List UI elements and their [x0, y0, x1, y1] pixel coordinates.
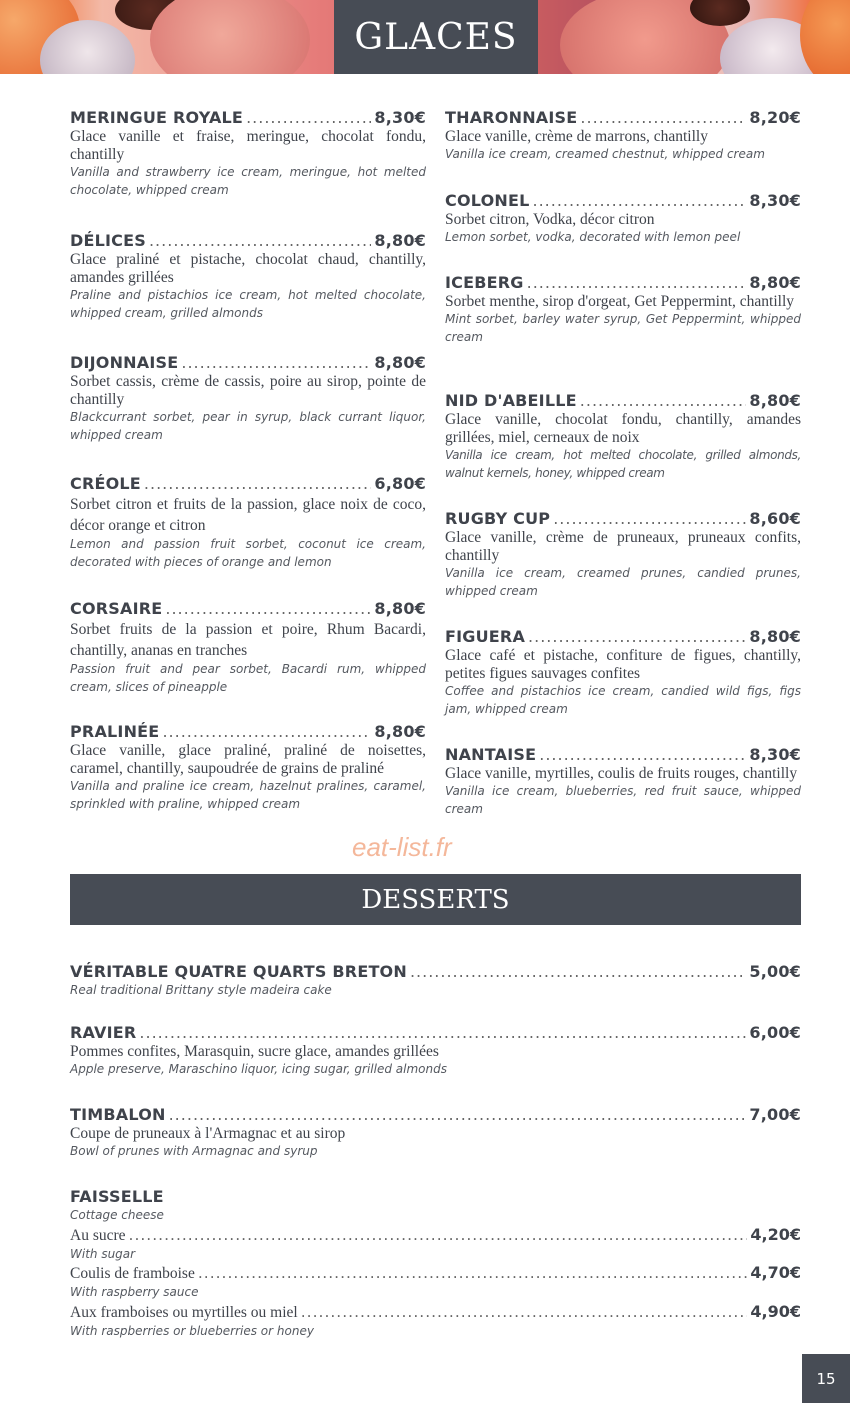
item-description-en: Lemon and passion fruit sorbet, coconut ice cream, decorated with pieces of orange and lemon — [70, 537, 426, 569]
item-price: 8,30€ — [374, 108, 426, 127]
item-name: DIJONNAISE — [70, 353, 179, 372]
menu-item — [445, 273, 801, 346]
item-description-fr: Sorbet citron et fruits de la passion, glace noix de coco, décor orange et citron — [70, 496, 426, 534]
item-description-en: Vanilla and praline ice cream, hazelnut pralines, caramel, sprinkled with praline, whipped cream — [70, 779, 426, 811]
item-name: FIGUERA — [445, 627, 526, 646]
item-price: 5,00€ — [749, 962, 801, 981]
dessert-item — [70, 1105, 801, 1161]
item-description-fr: Glace vanille, myrtilles, coulis de fruits rouges, chantilly — [445, 765, 798, 782]
item-price: 4,70€ — [750, 1263, 801, 1282]
page-number: 15 — [802, 1354, 850, 1403]
item-price: 8,80€ — [374, 599, 426, 618]
item-description-fr: Glace praliné et pistache, chocolat chaud, chantilly, amandes grillées — [70, 251, 426, 286]
option-name: Au sucre — [70, 1226, 126, 1244]
option-name: Coulis de framboise — [70, 1265, 195, 1282]
item-description-fr: Glace café et pistache, confiture de figues, chantilly, petites figues sauvages confites — [445, 647, 801, 682]
item-description-fr: Glace vanille et fraise, meringue, chocolat fondu, chantilly — [70, 128, 426, 163]
item-description-fr: Sorbet fruits de la passion et poire, Rhum Bacardi, chantilly, ananas en tranches — [70, 621, 426, 659]
item-name: FAISSELLE — [70, 1187, 164, 1206]
faisselle-option — [70, 1302, 801, 1323]
menu-item — [70, 108, 426, 199]
item-price: 4,20€ — [750, 1224, 801, 1244]
watermark: eat-list.fr — [352, 832, 452, 862]
menu-item — [70, 353, 426, 444]
faisselle-option — [70, 1263, 801, 1284]
item-name: CRÉOLE — [70, 474, 141, 493]
item-description-fr: Glace vanille, crème de pruneaux, pruneaux confits, chantilly — [445, 529, 801, 564]
item-description-en: Coffee and pistachios ice cream, candied wild figs, figs jam, whipped cream — [445, 684, 801, 716]
item-description-fr: Glace vanille, glace praliné, praliné de noisettes, caramel, chantilly, saupoudrée de grains de praliné — [70, 742, 426, 777]
item-price: 8,30€ — [749, 191, 801, 210]
item-description-en: Blackcurrant sorbet, pear in syrup, black currant liquor, whipped cream — [70, 410, 426, 442]
item-description-en: Vanilla ice cream, blueberries, red fruit sauce, whipped cream — [445, 784, 801, 816]
menu-item — [70, 722, 426, 813]
option-description-en: With raspberry sauce — [70, 1285, 199, 1299]
item-name: CORSAIRE — [70, 599, 163, 618]
menu-item — [70, 599, 426, 696]
item-name: VÉRITABLE QUATRE QUARTS BRETON — [70, 962, 407, 981]
item-name: DÉLICES — [70, 231, 146, 250]
item-description-fr: Glace vanille, crème de marrons, chantilly — [445, 128, 708, 145]
item-description-fr: Pommes confites, Marasquin, sucre glace, amandes grillées — [70, 1043, 439, 1060]
ice-cream-image — [800, 0, 850, 74]
item-description-en: Lemon sorbet, vodka, decorated with lemon peel — [445, 230, 741, 244]
page-title: GLACES — [334, 0, 538, 74]
item-description-en: Cottage cheese — [70, 1208, 164, 1222]
item-price: 8,80€ — [374, 722, 426, 741]
menu-item — [70, 231, 426, 322]
item-description-fr: Sorbet cassis, crème de cassis, poire au sirop, pointe de chantilly — [70, 373, 426, 408]
item-name: MERINGUE ROYALE — [70, 108, 244, 127]
item-price: 8,80€ — [749, 627, 801, 646]
item-name: ICEBERG — [445, 273, 524, 292]
header-banner — [0, 0, 850, 74]
section-title-desserts: DESSERTS — [70, 874, 801, 925]
item-description-en: Passion fruit and pear sorbet, Bacardi rum, whipped cream, slices of pineapple — [70, 662, 426, 694]
item-price: 8,80€ — [374, 353, 426, 372]
item-name: COLONEL — [445, 191, 530, 210]
item-description-en: Bowl of prunes with Armagnac and syrup — [70, 1144, 318, 1158]
item-description-en: Vanilla and strawberry ice cream, meringue, hot melted chocolate, whipped cream — [70, 165, 426, 197]
dessert-item-faisselle — [70, 1187, 801, 1340]
item-name: NANTAISE — [445, 745, 537, 764]
dessert-item — [70, 1023, 801, 1079]
faisselle-option — [70, 1225, 801, 1246]
item-description-en: Real traditional Brittany style madeira cake — [70, 983, 332, 997]
item-name: RAVIER — [70, 1023, 137, 1042]
menu-item — [445, 745, 801, 818]
menu-item — [445, 191, 801, 247]
item-price: 8,80€ — [749, 391, 801, 410]
item-description-en: Mint sorbet, barley water syrup, Get Peppermint, whipped cream — [445, 312, 801, 344]
item-name: THARONNAISE — [445, 108, 578, 127]
option-name: Aux framboises ou myrtilles ou miel — [70, 1303, 298, 1321]
item-price: 8,80€ — [749, 273, 801, 292]
item-description-en: Vanilla ice cream, creamed chestnut, whipped cream — [445, 147, 765, 161]
item-name: PRALINÉE — [70, 722, 160, 741]
item-price: 6,00€ — [749, 1023, 801, 1042]
item-price: 8,30€ — [749, 745, 801, 764]
menu-item — [445, 108, 801, 164]
option-description-en: With raspberries or blueberries or honey — [70, 1323, 314, 1338]
dessert-item — [70, 962, 801, 1000]
item-price: 4,90€ — [750, 1301, 801, 1321]
item-price: 8,80€ — [374, 231, 426, 250]
item-price: 8,20€ — [749, 108, 801, 127]
item-description-fr: Glace vanille, chocolat fondu, chantilly, amandes grillées, miel, cerneaux de noix — [445, 411, 801, 446]
item-description-en: Vanilla ice cream, creamed prunes, candied prunes, whipped cream — [445, 566, 801, 598]
item-description-en: Praline and pistachios ice cream, hot melted chocolate, whipped cream, grilled almonds — [70, 288, 426, 320]
item-name: TIMBALON — [70, 1105, 166, 1124]
option-description-en: With sugar — [70, 1246, 136, 1261]
menu-item — [445, 627, 801, 718]
menu-item — [70, 474, 426, 571]
item-price: 8,60€ — [749, 509, 801, 528]
item-name: NID D'ABEILLE — [445, 391, 577, 410]
menu-item — [445, 509, 801, 600]
item-description-fr: Sorbet citron, Vodka, décor citron — [445, 211, 655, 228]
item-description-en: Vanilla ice cream, hot melted chocolate, grilled almonds, walnut kernels, honey, whipped cream — [445, 448, 801, 480]
item-price: 6,80€ — [374, 474, 426, 493]
item-description-fr: Coupe de pruneaux à l'Armagnac et au sirop — [70, 1125, 346, 1142]
ice-cream-image — [150, 0, 310, 74]
menu-item — [445, 391, 801, 482]
item-name: RUGBY CUP — [445, 509, 551, 528]
item-description-fr: Sorbet menthe, sirop d'orgeat, Get Peppermint, chantilly — [445, 293, 795, 310]
item-description-en: Apple preserve, Maraschino liquor, icing sugar, grilled almonds — [70, 1062, 447, 1076]
item-price: 7,00€ — [749, 1105, 801, 1124]
